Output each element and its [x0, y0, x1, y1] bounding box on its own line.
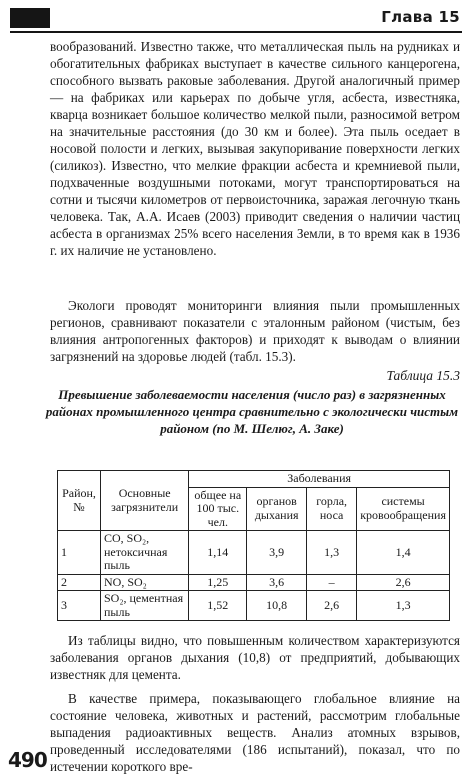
table-row: [58, 531, 450, 575]
header-general: общее на 100 тыс. чел.: [189, 487, 247, 531]
cell-respiratory: 3,6: [247, 574, 307, 591]
cell-throat-nose: –: [307, 574, 357, 591]
header-pollutants: Основные загрязнители: [100, 471, 188, 531]
table-row: [58, 574, 450, 591]
paragraph-2: Экологи проводят мониторинги влияния пыли промышленных регионов, сравнивают показатели с эталонным районом (чистым, без влияния антропогенных факторов) и приходят к выводам о влиянии загрязнений на здоровье людей (табл. 15.3).: [50, 298, 460, 364]
header-respiratory: органов дыхания: [247, 487, 307, 531]
header-throat-nose: горла, носа: [307, 487, 357, 531]
cell-pollutants: NO, SO₂: [100, 574, 188, 591]
cell-throat-nose: 2,6: [307, 591, 357, 621]
paragraph-1: вообразований. Известно также, что металлическая пыль на рудниках и обогатительных фабриках выступает в качестве сильного канцерогена, способного вызвать раковые заболевания. Другой аналогичный пример — на фабриках или карьерах по добыче угля, асбеста, известняка, кварца возникает большое количество мелкой пыли, разносимой ветром на значительные расстояния (до 30 км и более). Эта пыль оседает в носовой полости и легких, вызывая закупоривание поверхности легких (силикоз). Известно, что мелкие фракции асбеста и кремниевой пыли, подхваченные воздушными потоками, могут транспортироваться на сотни и тысячи километров от первоисточника, заражая легочную ткань человека. Так, А.А. Исаев (2003) приводит сведения о наличии частиц асбеста в организмах 25% всего населения Земли, в то время как в 1936 г. их наличие не установлено.: [50, 39, 460, 258]
table-header-row: [58, 471, 450, 488]
cell-pollutants: CO, SO₂, нетоксичная пыль: [100, 531, 188, 575]
cell-circulatory: 1,4: [357, 531, 450, 575]
header-region: Район, №: [58, 471, 101, 531]
header-circulatory: системы кровообращения: [357, 487, 450, 531]
cell-region: 3: [58, 591, 101, 621]
cell-throat-nose: 1,3: [307, 531, 357, 575]
header-bar: [10, 8, 50, 28]
cell-general: 1,14: [189, 531, 247, 575]
table-number: Таблица 15.3: [386, 368, 460, 383]
page-number: 490: [8, 748, 47, 772]
morbidity-table: [57, 470, 450, 621]
table-caption: Превышение заболеваемости населения (число раз) в загрязненных районах промышленного центра сравнительно с экологически чистым районом (по М. Шелюг, А. Заке): [45, 387, 459, 436]
header-diseases: Заболевания: [189, 471, 450, 488]
paragraph-3: Из таблицы видно, что повышенным количеством характеризуются заболевания органов дыхания (10,8) от предприятий, добывающих известняк для цемента.: [50, 633, 460, 682]
cell-circulatory: 2,6: [357, 574, 450, 591]
cell-region: 1: [58, 531, 101, 575]
cell-circulatory: 1,3: [357, 591, 450, 621]
header-rule: [10, 31, 462, 33]
paragraph-4: В качестве примера, показывающего глобальное влияние на состояние человека, животных и растений, рассмотрим глобальные выпадения радиоактивных веществ. Анализ атомных взрывов, проведенный исследователями (186 испытаний), показал, что по истечении короткого вре-: [50, 691, 460, 774]
cell-general: 1,25: [189, 574, 247, 591]
cell-respiratory: 3,9: [247, 531, 307, 575]
cell-respiratory: 10,8: [247, 591, 307, 621]
table-row: [58, 591, 450, 621]
cell-general: 1,52: [189, 591, 247, 621]
cell-pollutants: SO₂, цементная пыль: [100, 591, 188, 621]
cell-region: 2: [58, 574, 101, 591]
chapter-title: Глава 15: [381, 8, 460, 26]
